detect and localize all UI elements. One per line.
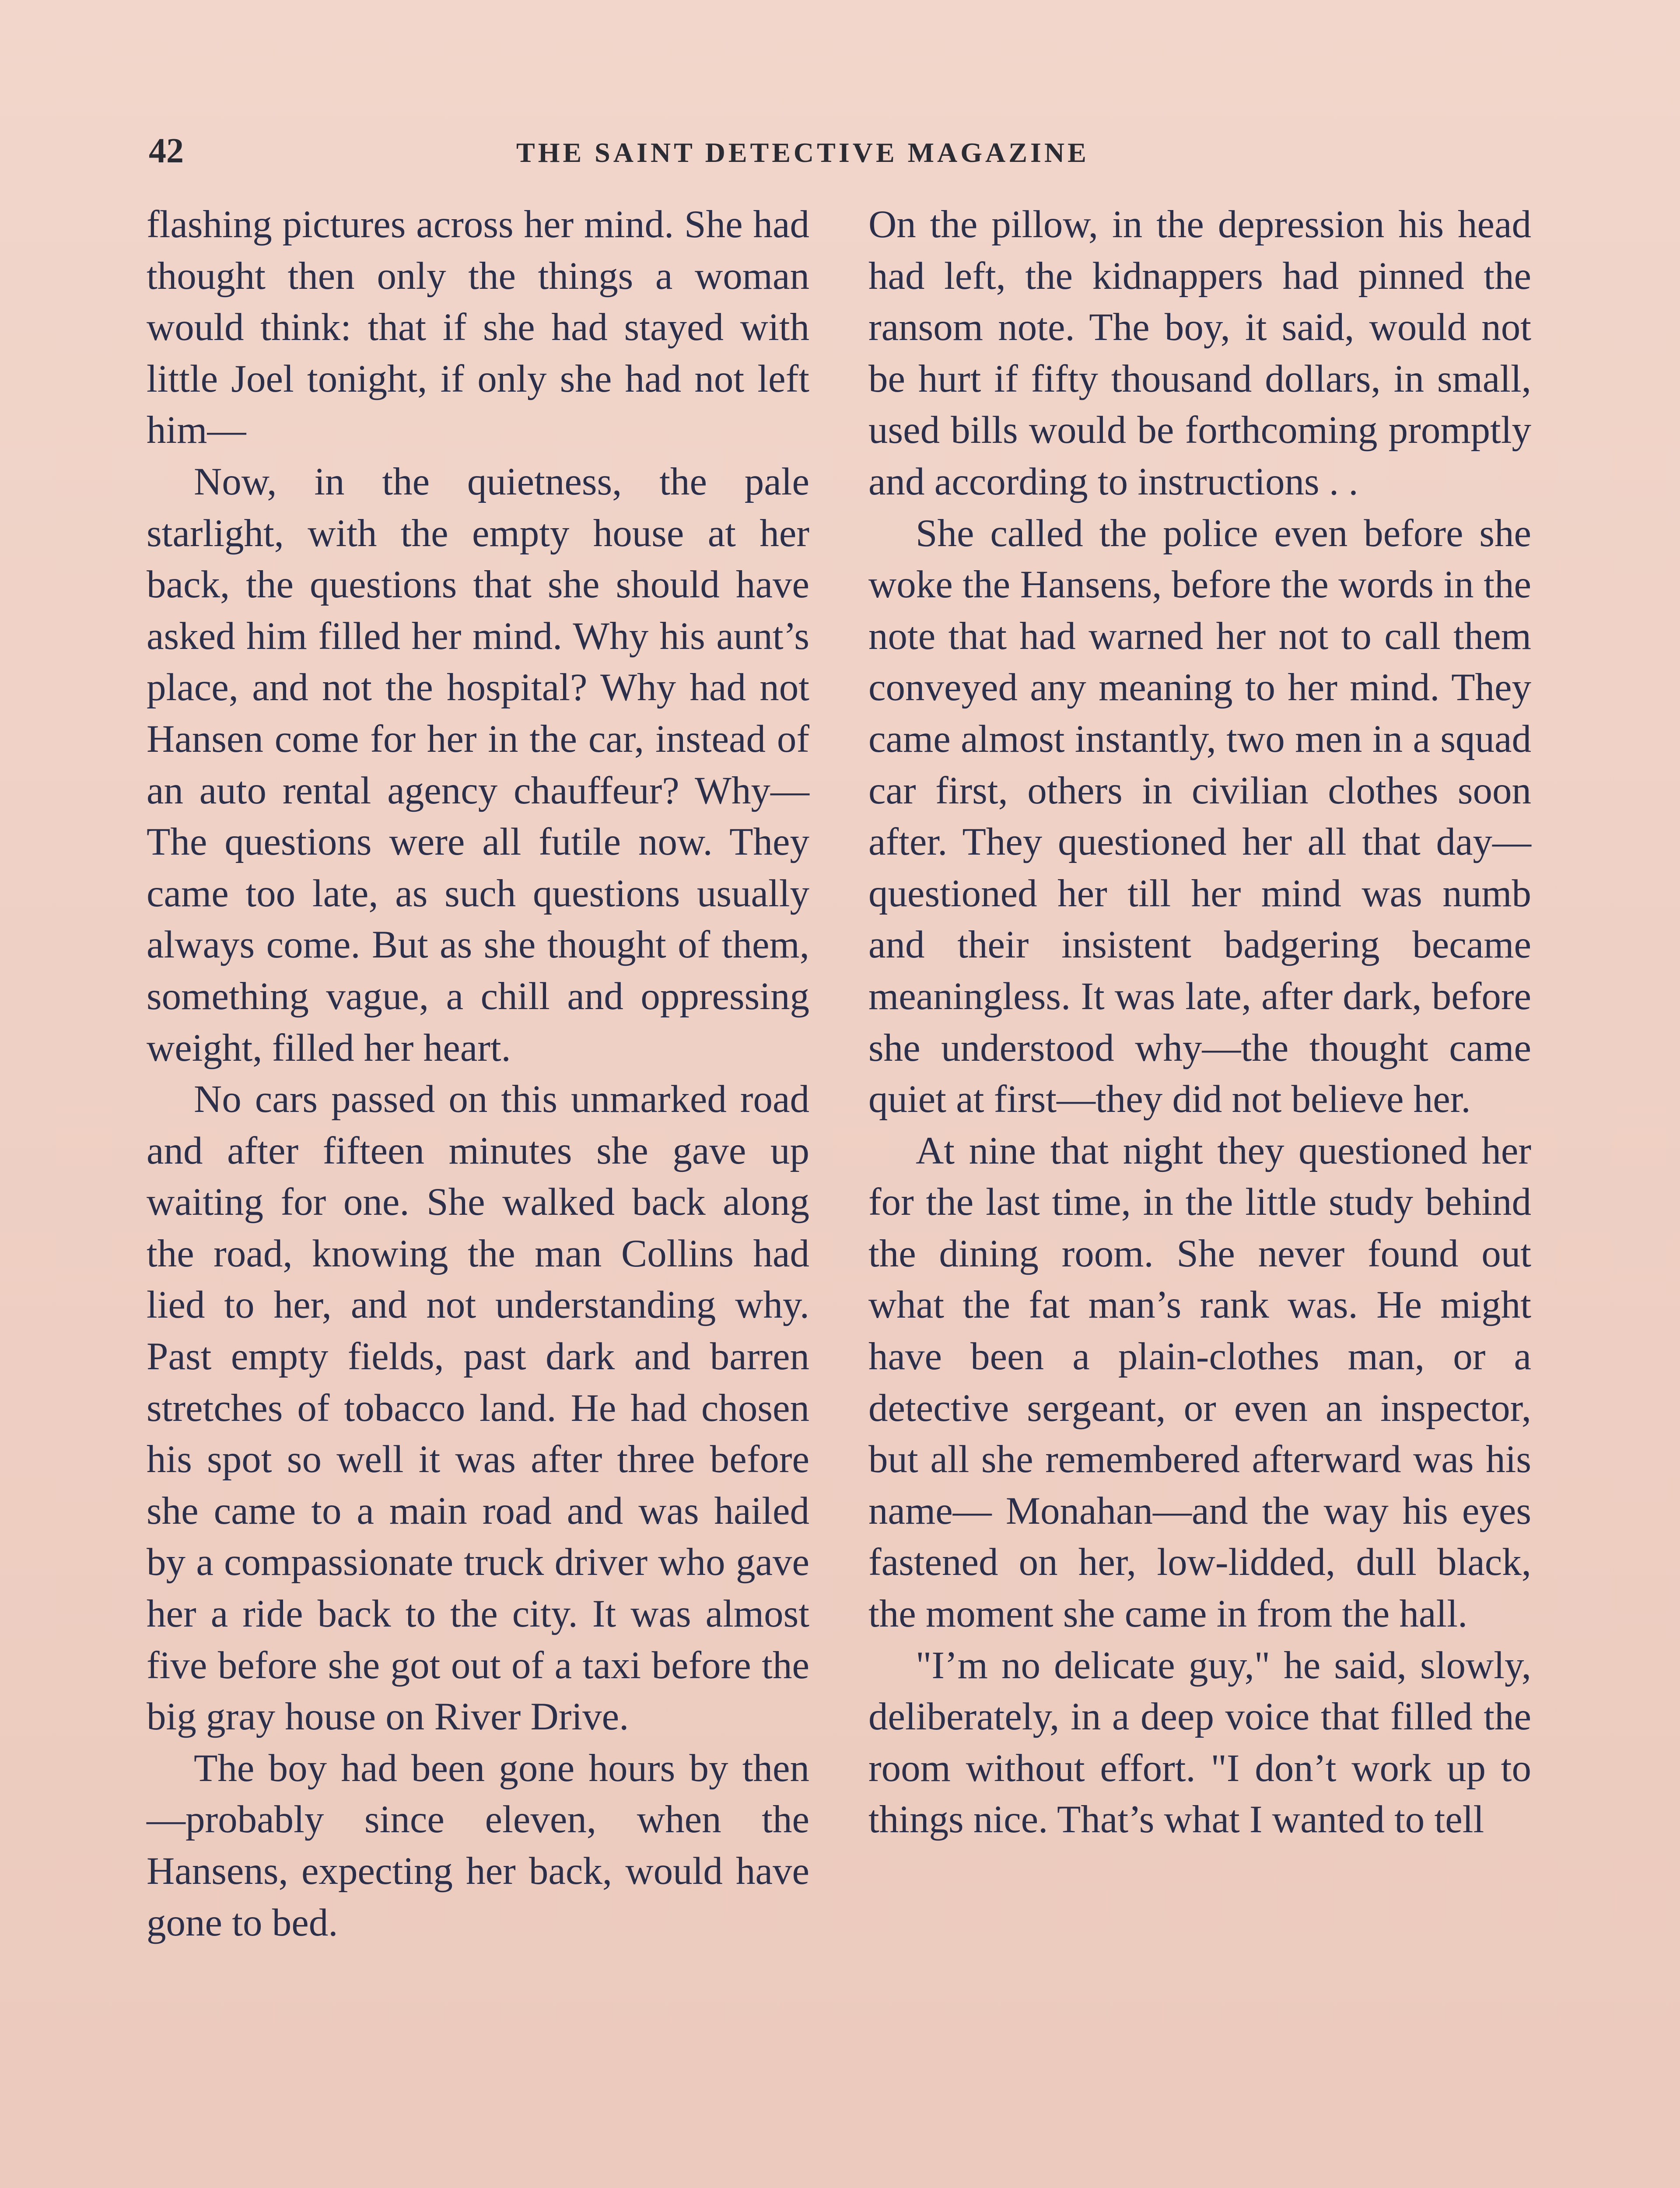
running-head [149, 131, 1536, 179]
paragraph: She called the police even before she woke the Hansens, before the words in the note that had warned her not to call them conveyed any meaning to her mind. They came almost instantly, two men in a squad car first, others in civilian clothes soon after. They questioned her all that day—questioned her till her mind was numb and their insistent badgering became meaningless. It was late, after dark, before she understood why—the thought came quiet at first—they did not believe her. [868, 512, 1531, 1121]
paragraph: No cars passed on this unmarked road and after fifteen minutes she gave up waiting for one. She walked back along the road, knowing the man Collins had lied to her, and not understanding why. Past empty fields, past dark and barren stretches of tobacco land. He had chosen his spot so well it was after three before she came to a main road and was hailed by a compassionate truck driver who gave her a ride back to the city. It was almost five before she got out of a taxi before the big gray house on River Drive. [147, 1078, 809, 1739]
paragraph: flashing pictures across her mind. She had thought then only the things a woman would think: that if she had stayed with little Joel tonight, if only she had not left him— [147, 203, 809, 452]
page-number: 42 [149, 132, 184, 170]
right-column [868, 199, 1531, 1846]
paragraph: The boy had been gone hours by then—probably since eleven, when the Hansens, expecting her back, would have gone to bed. [147, 1746, 809, 1944]
paragraph: "I’m no delicate guy," he said, slowly, deliberately, in a deep voice that filled the room without effort. "I don’t work up to things nice. That’s what I wanted to tell [868, 1644, 1531, 1841]
left-column [147, 199, 809, 1949]
paragraph: Now, in the quietness, the pale starlight, with the empty house at her back, the questions that she should have asked him filled her mind. Why his aunt’s place, and not the hospital? Why had not Hansen come for her in the car, instead of an auto rental agency chauffeur? Why— The questions were all futile now. They came too late, as such questions usually always come. But as she thought of them, something vague, a chill and oppressing weight, filled her heart. [147, 460, 809, 1069]
paragraph: At nine that night they questioned her for the last time, in the little study behind the dining room. She never found out what the fat man’s rank was. He might have been a plain-clothes man, or a detective sergeant, or even an inspector, but all she remembered afterward was his name— Monahan—and the way his eyes fastened on her, low-lidded, dull black, the moment she came in from the hall. [868, 1129, 1531, 1636]
magazine-title: THE SAINT DETECTIVE MAGAZINE [516, 137, 1089, 168]
paragraph: On the pillow, in the depression his head had left, the kidnappers had pinned the ransom note. The boy, it said, would not be hurt if fifty thousand dollars, in small, used bills would be forthcoming promptly and according to instructions . . [868, 203, 1531, 503]
